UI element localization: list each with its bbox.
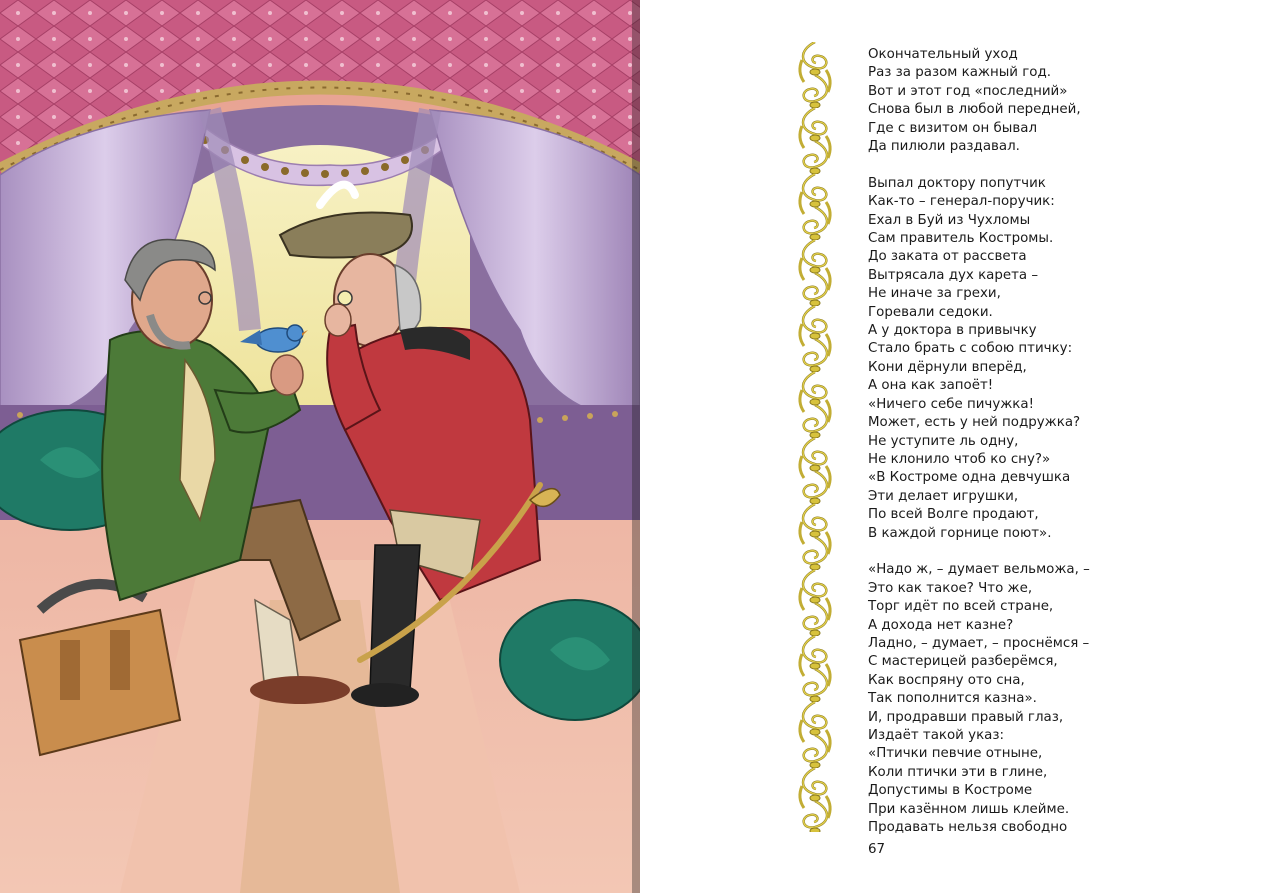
poem: [868, 46, 1268, 837]
poem-line: Издаёт такой указ:: [868, 728, 1004, 743]
poem-line: Вот и этот год «последний»: [868, 83, 1068, 99]
poem-line: «В Костроме одна девчушка: [868, 470, 1071, 486]
stanza-3: [868, 561, 1268, 837]
poem-line: Эти делает игрушки,: [868, 488, 1019, 504]
stanza-1: [868, 46, 1268, 156]
poem-line: По всей Волге продают,: [868, 507, 1039, 523]
poem-line: Допустимы в Костроме: [868, 783, 1033, 799]
poem-line: «Надо ж, – думает вельможа, –: [868, 562, 1090, 578]
poem-line: И, продравши правый глаз,: [868, 709, 1064, 725]
text-page: [640, 0, 1280, 893]
poem-line: А у доктора в привычку: [868, 323, 1037, 339]
poem-line: Как-то – генерал-поручик:: [868, 194, 1055, 210]
poem-line: «Птички певчие отныне,: [868, 746, 1043, 762]
poem-line: Стало брать с собою птичку:: [868, 341, 1073, 357]
poem-line: Горевали седоки.: [868, 304, 993, 320]
poem-line: Ладно, – думает, – проснёмся –: [868, 635, 1090, 651]
poem-line: До заката от рассвета: [868, 249, 1027, 265]
poem-line: Как воспряну ото сна,: [868, 672, 1025, 688]
poem-line: Снова был в любой передней,: [868, 102, 1081, 118]
poem-line: Не иначе за грехи,: [868, 286, 1001, 302]
poem-line: Может, есть у ней подружка?: [868, 415, 1081, 431]
poem-line: Раз за разом кажный год.: [868, 65, 1052, 81]
poem-line: Где с визитом он бывал: [868, 120, 1037, 136]
poem-line: Выпал доктору попутчик: [868, 175, 1046, 191]
poem-line: Да пилюли раздавал.: [868, 139, 1020, 155]
ornament-column: [794, 42, 836, 832]
poem-line: Это как такое? Что же,: [868, 580, 1033, 596]
poem-line: А дохода нет казне?: [868, 617, 1014, 633]
baroque-scroll-ornament-icon: [794, 42, 836, 832]
poem-line: «Ничего себе пичужка!: [868, 396, 1034, 412]
poem-line: Вытрясала дух карета –: [868, 267, 1039, 283]
stanza-2: [868, 175, 1268, 543]
poem-line: Продавать нельзя свободно: [868, 820, 1068, 836]
poem-line: В каждой горнице поют».: [868, 525, 1052, 541]
poem-line: Ехал в Буй из Чухломы: [868, 212, 1031, 228]
poem-line: Окончательный уход: [868, 47, 1018, 62]
poem-line: При казённом лишь клейме.: [868, 801, 1070, 817]
poem-line: Кони дёрнули вперёд,: [868, 359, 1027, 375]
poem-line: Коли птички эти в глине,: [868, 764, 1048, 780]
poem-line: Не уступите ль одну,: [868, 433, 1019, 449]
poem-line: Сам правитель Костромы.: [868, 231, 1054, 247]
poem-line: Не клонило чтоб ко сну?»: [868, 451, 1051, 467]
poem-line: Торг идёт по всей стране,: [868, 599, 1054, 615]
poem-line: Так пополнится казна».: [868, 691, 1037, 707]
poem-line: А она как запоёт!: [868, 378, 994, 394]
poem-line: С мастерицей разберёмся,: [868, 654, 1058, 670]
page-number: 67: [868, 842, 886, 857]
